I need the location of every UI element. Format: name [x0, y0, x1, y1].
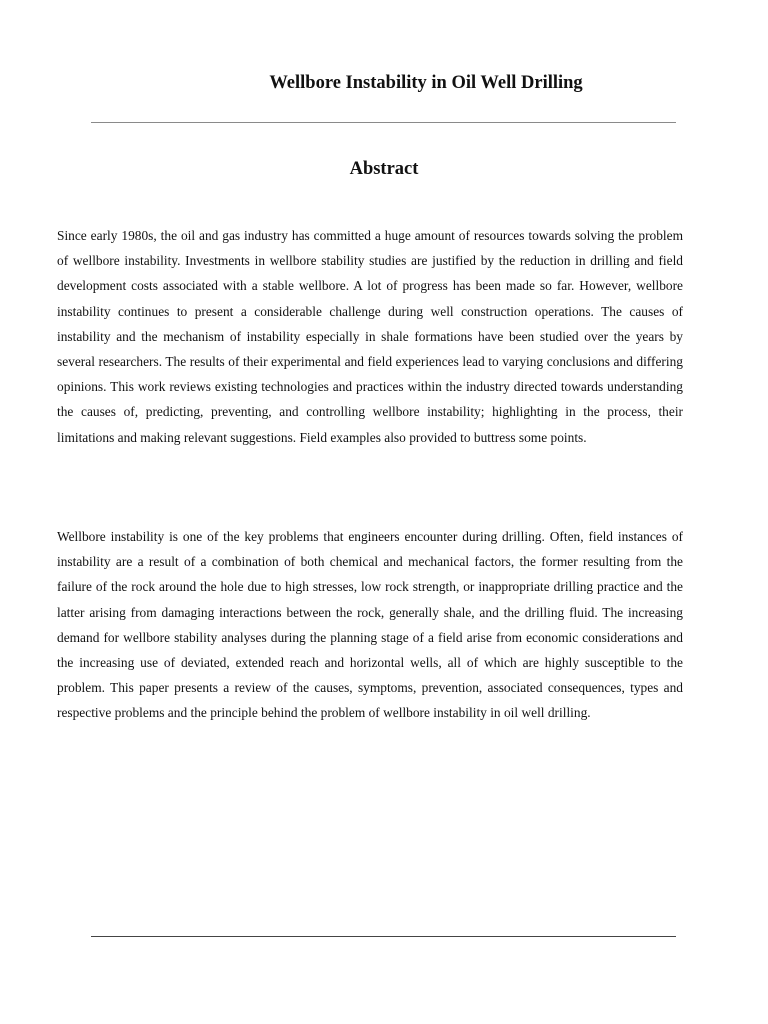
top-divider — [91, 122, 676, 123]
abstract-paragraph-1: Since early 1980s, the oil and gas industry has committed a huge amount of resources towards solving the problem of wellbore instability. Investments in wellbore stability studies are justified by the reduction in drilling and field development costs associated with a stable wellbore. A lot of progress has been made so far. However, wellbore instability continues to present a considerable challenge during well construction operations. The causes of instability and the mechanism of instability especially in shale formations have been studied over the years by several researchers. The results of their experimental and field experiences lead to varying conclusions and differing opinions. This work reviews existing technologies and practices within the industry directed towards understanding the causes of, predicting, preventing, and controlling wellbore instability; highlighting in the process, their limitations and making relevant suggestions. Field examples also provided to buttress some points. — [57, 228, 683, 445]
bottom-divider — [91, 936, 676, 937]
abstract-paragraph-2: Wellbore instability is one of the key problems that engineers encounter during drilling. Often, field instances of instability are a result of a combination of both chemical and mechanical factors, the former resulting from the failure of the rock around the hole due to high stresses, low rock strength, or inappropriate drilling practice and the latter arising from damaging interactions between the rock, generally shale, and the drilling fluid. The increasing demand for wellbore stability analyses during the planning stage of a field arise from economic considerations and the increasing use of deviated, extended reach and horizontal wells, all of which are highly susceptible to the problem. This paper presents a review of the causes, symptoms, prevention, associated consequences, types and respective problems and the principle behind the problem of wellbore instability in oil well drilling. — [57, 529, 683, 721]
abstract-heading: Abstract — [349, 159, 419, 179]
document-title: Wellbore Instability in Oil Well Drilling — [269, 73, 583, 93]
